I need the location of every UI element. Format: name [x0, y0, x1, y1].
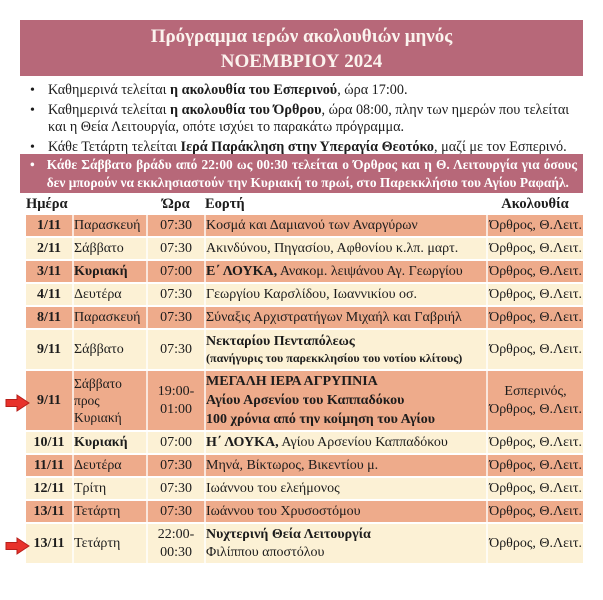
- note-text-bold: η ακολουθία του Εσπερινού: [170, 82, 338, 98]
- notes-list: [20, 82, 583, 158]
- cell-date: 9/11: [26, 329, 73, 370]
- cell-day: Τρίτη: [73, 477, 147, 500]
- table-row-highlighted: [26, 523, 583, 564]
- cell-service: Όρθρος, Θ.Λειτ.: [487, 500, 583, 523]
- note-item: [20, 82, 583, 100]
- day-line1: Σάββατο: [74, 376, 122, 391]
- feast-detail: Αγίου Αρσενίου Καππαδόκου: [278, 434, 448, 450]
- cell-day: Σάββατο: [73, 237, 147, 260]
- feast-line3: 100 χρόνια από την κοίμηση του Αγίου: [206, 412, 436, 427]
- cell-date: 10/11: [26, 431, 73, 454]
- feast-title: Νυχτερινή Θεία Λειτουργία: [206, 526, 371, 542]
- table-row: [26, 500, 583, 523]
- cell-day: Κυριακή: [73, 431, 147, 454]
- table-row: [26, 215, 583, 237]
- cell-feast: [205, 523, 487, 564]
- cell-time: 07:30: [147, 237, 205, 260]
- cell-date: 8/11: [26, 306, 73, 329]
- table-header-row: [26, 194, 583, 215]
- note-text-post: , μαζί με τον Εσπερινό.: [434, 138, 567, 155]
- cell-date: 13/11: [26, 500, 73, 523]
- column-header-feast: Εορτή: [205, 194, 487, 215]
- note-text-pre: Καθημερινά τελείται: [48, 101, 171, 118]
- bullet-icon: •: [30, 102, 35, 118]
- feast-detail: Φιλίππου αποστόλου: [206, 544, 325, 560]
- service-line2: Όρθρος, Θ.Λειτ.: [489, 401, 582, 417]
- cell-feast: Ιωάννου του Χρυσοστόμου: [205, 500, 487, 523]
- cell-time: 07:00: [147, 431, 205, 454]
- cell-service: Όρθρος, Θ.Λειτ.: [487, 431, 583, 454]
- note-text-bold: Ιερά Παράκληση στην Υπεραγία Θεοτόκο: [180, 138, 435, 155]
- time-line1: 19:00-: [157, 383, 195, 399]
- table-row: [26, 306, 583, 329]
- table-row: [26, 329, 583, 370]
- title-bar: [20, 20, 583, 76]
- cell-day: Τετάρτη: [73, 523, 147, 564]
- cell-time: [147, 370, 205, 431]
- cell-time: 07:30: [147, 283, 205, 306]
- bullet-icon: •: [30, 139, 35, 155]
- page-subtitle-month: ΝΟΕΜΒΡΙΟΥ 2024: [220, 51, 383, 72]
- highlight-note-text: Κάθε Σάββατο βράδυ από 22:00 ως 00:30 τελείται ο Όρθρος και η Θ. Λειτουργία για όσους δεν μπορούν να εκκλησιαστούν την Κυριακή το πρωί, στο Παρεκκλήσιο του Αγίου Ραφαήλ.: [46, 157, 577, 190]
- cell-date: 12/11: [26, 477, 73, 500]
- feast-note: (πανήγυρις του παρεκκλησίου του νοτίου κλίτους): [206, 350, 463, 365]
- cell-service: Όρθρος, Θ.Λειτ.: [487, 477, 583, 500]
- cell-service: Όρθρος, Θ.Λειτ.: [487, 329, 583, 370]
- cell-feast: Ακινδύνου, Πηγασίου, Αφθονίου κ.λπ. μαρτ.: [205, 237, 487, 260]
- table-row: [26, 477, 583, 500]
- cell-feast: Γεωργίου Καρσλίδου, Ιωαννικίου οσ.: [205, 283, 487, 306]
- cell-time: 07:30: [147, 215, 205, 237]
- cell-date: 3/11: [26, 260, 73, 283]
- cell-date: 2/11: [26, 237, 73, 260]
- cell-date: 1/11: [26, 215, 73, 237]
- cell-time: 07:30: [147, 500, 205, 523]
- note-text-post: , ώρα 17:00.: [337, 82, 408, 98]
- cell-day: Παρασκευή: [73, 215, 147, 237]
- feast-title: Νεκταρίου Πενταπόλεως: [206, 333, 355, 349]
- cell-time: 07:30: [147, 306, 205, 329]
- service-line1: Εσπερινός,: [504, 383, 567, 399]
- time-line2: 01:00: [160, 401, 192, 417]
- cell-time: 07:00: [147, 260, 205, 283]
- cell-day: Δευτέρα: [73, 283, 147, 306]
- cell-date: 11/11: [26, 454, 73, 477]
- cell-service: Όρθρος, Θ.Λειτ.: [487, 283, 583, 306]
- cell-date: 4/11: [26, 283, 73, 306]
- note-text-pre: Καθημερινά τελείται: [48, 82, 171, 98]
- cell-feast: Μηνά, Βίκτωρος, Βικεντίου μ.: [205, 454, 487, 477]
- red-arrow-icon: [5, 394, 30, 412]
- cell-date: 9/11: [26, 370, 73, 431]
- cell-day: Τετάρτη: [73, 500, 147, 523]
- table-row: [26, 431, 583, 454]
- column-header-day: Ημέρα: [26, 194, 147, 215]
- table-row: [26, 283, 583, 306]
- cell-day: Σάββατο: [73, 329, 147, 370]
- cell-service: Όρθρος, Θ.Λειτ.: [487, 260, 583, 283]
- cell-feast: [205, 370, 487, 431]
- column-header-time: Ώρα: [147, 194, 205, 215]
- cell-service: [487, 370, 583, 431]
- page-title: Πρόγραμμα ιερών ακολουθιών μηνός: [150, 26, 453, 47]
- bullet-icon: •: [30, 83, 35, 98]
- cell-feast: [205, 431, 487, 454]
- cell-day: [73, 370, 147, 431]
- feast-title: Ε΄ ΛΟΥΚΑ,: [206, 263, 278, 279]
- cell-time: 07:30: [147, 454, 205, 477]
- cell-service: Όρθρος, Θ.Λειτ.: [487, 454, 583, 477]
- cell-feast: Ιωάννου του ελεήμονος: [205, 477, 487, 500]
- feast-line1: ΜΕΓΑΛΗ ΙΕΡΑ ΑΓΡΥΠΝΙΑ: [206, 374, 378, 389]
- cell-feast: Σύναξις Αρχιστρατήγων Μιχαήλ και Γαβριήλ: [205, 306, 487, 329]
- schedule-table: [26, 194, 583, 565]
- cell-time: 07:30: [147, 329, 205, 370]
- table-row: [26, 237, 583, 260]
- cell-feast: [205, 329, 487, 370]
- cell-service: Όρθρος, Θ.Λειτ.: [487, 215, 583, 237]
- column-header-service: Ακολουθία: [487, 194, 583, 215]
- table-row-highlighted: [26, 370, 583, 431]
- cell-service: Όρθρος, Θ.Λειτ.: [487, 306, 583, 329]
- cell-date: 13/11: [26, 523, 73, 564]
- feast-detail: Ανακομ. λειψάνου Αγ. Γεωργίου: [277, 263, 463, 279]
- time-line1: 22:00-: [157, 526, 195, 542]
- day-line2: προς Κυριακή: [74, 393, 122, 425]
- cell-feast: Κοσμά και Δαμιανού των Αναργύρων: [205, 215, 487, 237]
- cell-service: Όρθρος, Θ.Λειτ.: [487, 523, 583, 564]
- cell-service: Όρθρος, Θ.Λειτ.: [487, 237, 583, 260]
- highlight-note: [20, 154, 583, 193]
- table-row: [26, 260, 583, 283]
- time-line2: 00:30: [160, 544, 192, 560]
- feast-line2: Αγίου Αρσενίου του Καππαδόκου: [206, 393, 405, 408]
- cell-feast: [205, 260, 487, 283]
- feast-title: Η΄ ΛΟΥΚΑ,: [206, 434, 279, 450]
- red-arrow-icon: [5, 537, 30, 555]
- note-item: [20, 102, 583, 137]
- note-text-post: , ώρα 08:00, πλην των ημερών που τελείται και η Θεία Λειτουργία, οπότε ισχύει το παρακάτω πρόγραμμα.: [48, 101, 570, 135]
- table-row: [26, 454, 583, 477]
- cell-time: 07:30: [147, 477, 205, 500]
- note-text-bold: η ακολουθία του Όρθρου: [170, 101, 322, 118]
- cell-day: Κυριακή: [73, 260, 147, 283]
- cell-time: [147, 523, 205, 564]
- note-text-pre: Κάθε Τετάρτη τελείται: [48, 138, 181, 155]
- cell-day: Δευτέρα: [73, 454, 147, 477]
- bullet-icon: •: [30, 157, 35, 172]
- cell-day: Παρασκευή: [73, 306, 147, 329]
